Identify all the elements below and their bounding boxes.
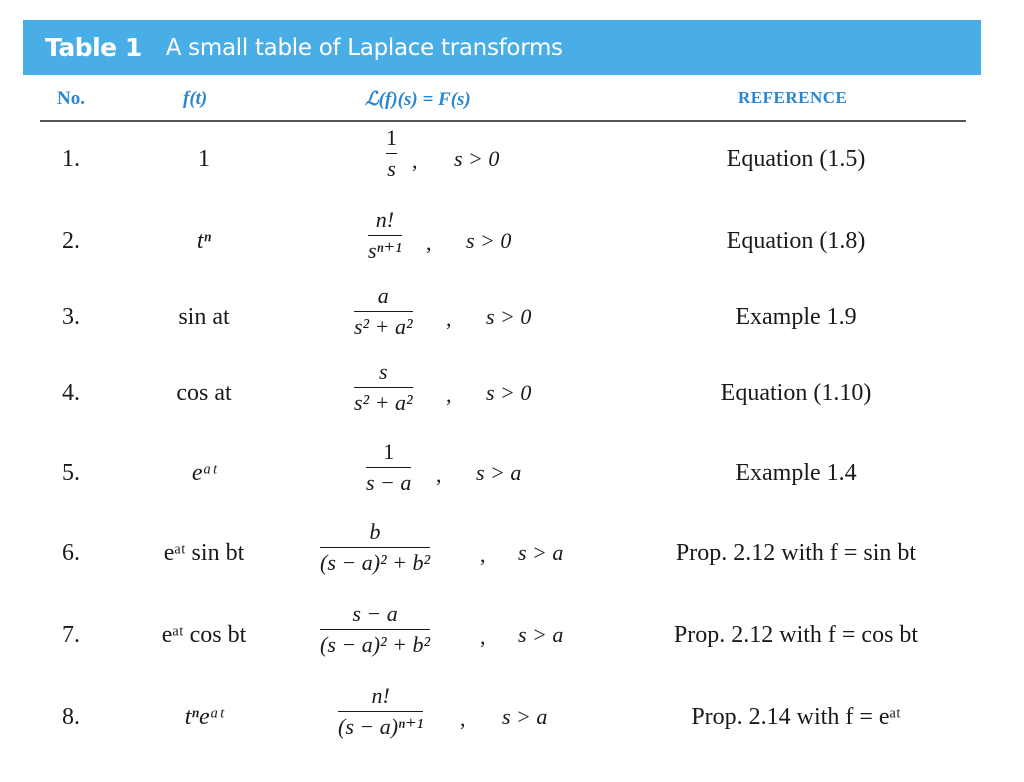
row-reference: Prop. 2.12 with f = sin bt bbox=[675, 540, 917, 566]
row-function: tⁿ bbox=[196, 228, 212, 254]
fraction-denominator: s − a bbox=[366, 470, 412, 496]
row-condition: s > 0 bbox=[466, 228, 512, 253]
row-reference: Equation (1.10) bbox=[720, 380, 872, 406]
transform-fraction bbox=[354, 282, 413, 341]
fraction-denominator: s² + a² bbox=[354, 390, 413, 416]
transform-fraction bbox=[386, 124, 397, 183]
row-function: eᵃᵗ sin bt bbox=[163, 540, 245, 566]
row-condition: s > 0 bbox=[486, 304, 532, 329]
row-number: 1. bbox=[62, 146, 80, 172]
row-number: 7. bbox=[62, 622, 80, 648]
transform-fraction bbox=[338, 682, 423, 741]
row-condition: s > a bbox=[518, 540, 564, 565]
table-row bbox=[0, 283, 1024, 366]
row-number: 8. bbox=[62, 704, 80, 730]
row-function: eᵃᵗ bbox=[191, 460, 217, 486]
row-reference: Example 1.4 bbox=[735, 460, 857, 486]
table-row bbox=[0, 519, 1024, 602]
fraction-numerator: s bbox=[379, 359, 388, 384]
comma: , bbox=[460, 706, 466, 731]
transform-fraction bbox=[320, 600, 430, 659]
fraction-numerator: n! bbox=[371, 683, 390, 708]
fraction-denominator: s bbox=[387, 156, 396, 182]
row-reference: Example 1.9 bbox=[735, 304, 857, 330]
row-number: 3. bbox=[62, 304, 80, 330]
fraction-bar bbox=[354, 387, 413, 388]
table-row bbox=[0, 125, 1024, 208]
fraction-numerator: 1 bbox=[383, 439, 395, 464]
comma: , bbox=[446, 382, 452, 407]
row-reference: Equation (1.8) bbox=[726, 228, 866, 254]
table-row bbox=[0, 601, 1024, 684]
table-title-bar bbox=[23, 20, 981, 75]
comma: , bbox=[412, 148, 418, 173]
fraction-denominator: (s − a)ⁿ⁺¹ bbox=[338, 714, 424, 740]
fraction-bar bbox=[354, 311, 413, 312]
fraction-bar bbox=[366, 467, 411, 468]
fraction-numerator: n! bbox=[375, 207, 395, 232]
table-title: A small table of Laplace transforms bbox=[165, 34, 563, 61]
row-number: 5. bbox=[62, 460, 80, 486]
fraction-denominator: (s − a)² + b² bbox=[320, 632, 431, 658]
row-function: cos at bbox=[176, 380, 232, 406]
table-label: Table 1 bbox=[45, 33, 142, 62]
fraction-bar bbox=[320, 629, 430, 630]
table-row bbox=[0, 359, 1024, 442]
comma: , bbox=[436, 462, 442, 487]
fraction-bar bbox=[368, 235, 402, 236]
fraction-denominator: sⁿ⁺¹ bbox=[368, 238, 402, 264]
table-row bbox=[0, 440, 1024, 520]
row-number: 4. bbox=[62, 380, 80, 406]
row-reference: Equation (1.5) bbox=[726, 146, 866, 172]
row-condition: s > a bbox=[518, 622, 564, 647]
row-condition: s > 0 bbox=[454, 146, 500, 171]
row-condition: s > 0 bbox=[486, 380, 532, 405]
row-function: tⁿeᵃᵗ bbox=[184, 704, 224, 730]
row-condition: s > a bbox=[502, 704, 548, 729]
fraction-denominator: s² + a² bbox=[354, 314, 413, 340]
comma: , bbox=[426, 230, 432, 255]
header-reference: REFERENCE bbox=[738, 88, 848, 107]
fraction-denominator: (s − a)² + b² bbox=[320, 550, 431, 576]
transform-fraction bbox=[368, 206, 402, 265]
row-number: 6. bbox=[62, 540, 80, 566]
fraction-numerator: a bbox=[377, 283, 389, 308]
row-function: sin at bbox=[178, 304, 230, 330]
header-rule bbox=[40, 120, 966, 122]
table-row bbox=[0, 683, 1024, 766]
fraction-bar bbox=[320, 547, 430, 548]
header-function: f(t) bbox=[183, 88, 208, 109]
comma: , bbox=[480, 542, 486, 567]
fraction-bar bbox=[386, 153, 397, 154]
table-row bbox=[0, 207, 1024, 290]
row-function: 1 bbox=[198, 146, 210, 172]
fraction-numerator: s − a bbox=[352, 601, 398, 626]
transform-fraction bbox=[320, 518, 430, 577]
transform-fraction bbox=[354, 358, 413, 417]
comma: , bbox=[446, 306, 452, 331]
transform-fraction bbox=[366, 438, 411, 497]
row-reference: Prop. 2.14 with f = eᵃᵗ bbox=[691, 704, 901, 730]
fraction-numerator: 1 bbox=[386, 125, 397, 150]
row-condition: s > a bbox=[476, 460, 522, 485]
row-number: 2. bbox=[62, 228, 80, 254]
row-function: eᵃᵗ cos bt bbox=[161, 622, 247, 648]
row-reference: Prop. 2.12 with f = cos bt bbox=[673, 622, 919, 648]
header-no: No. bbox=[57, 88, 85, 109]
comma: , bbox=[480, 624, 486, 649]
fraction-bar bbox=[338, 711, 423, 712]
fraction-numerator: b bbox=[369, 519, 381, 544]
header-transform: ℒ(f)(s) = F(s) bbox=[365, 89, 471, 110]
